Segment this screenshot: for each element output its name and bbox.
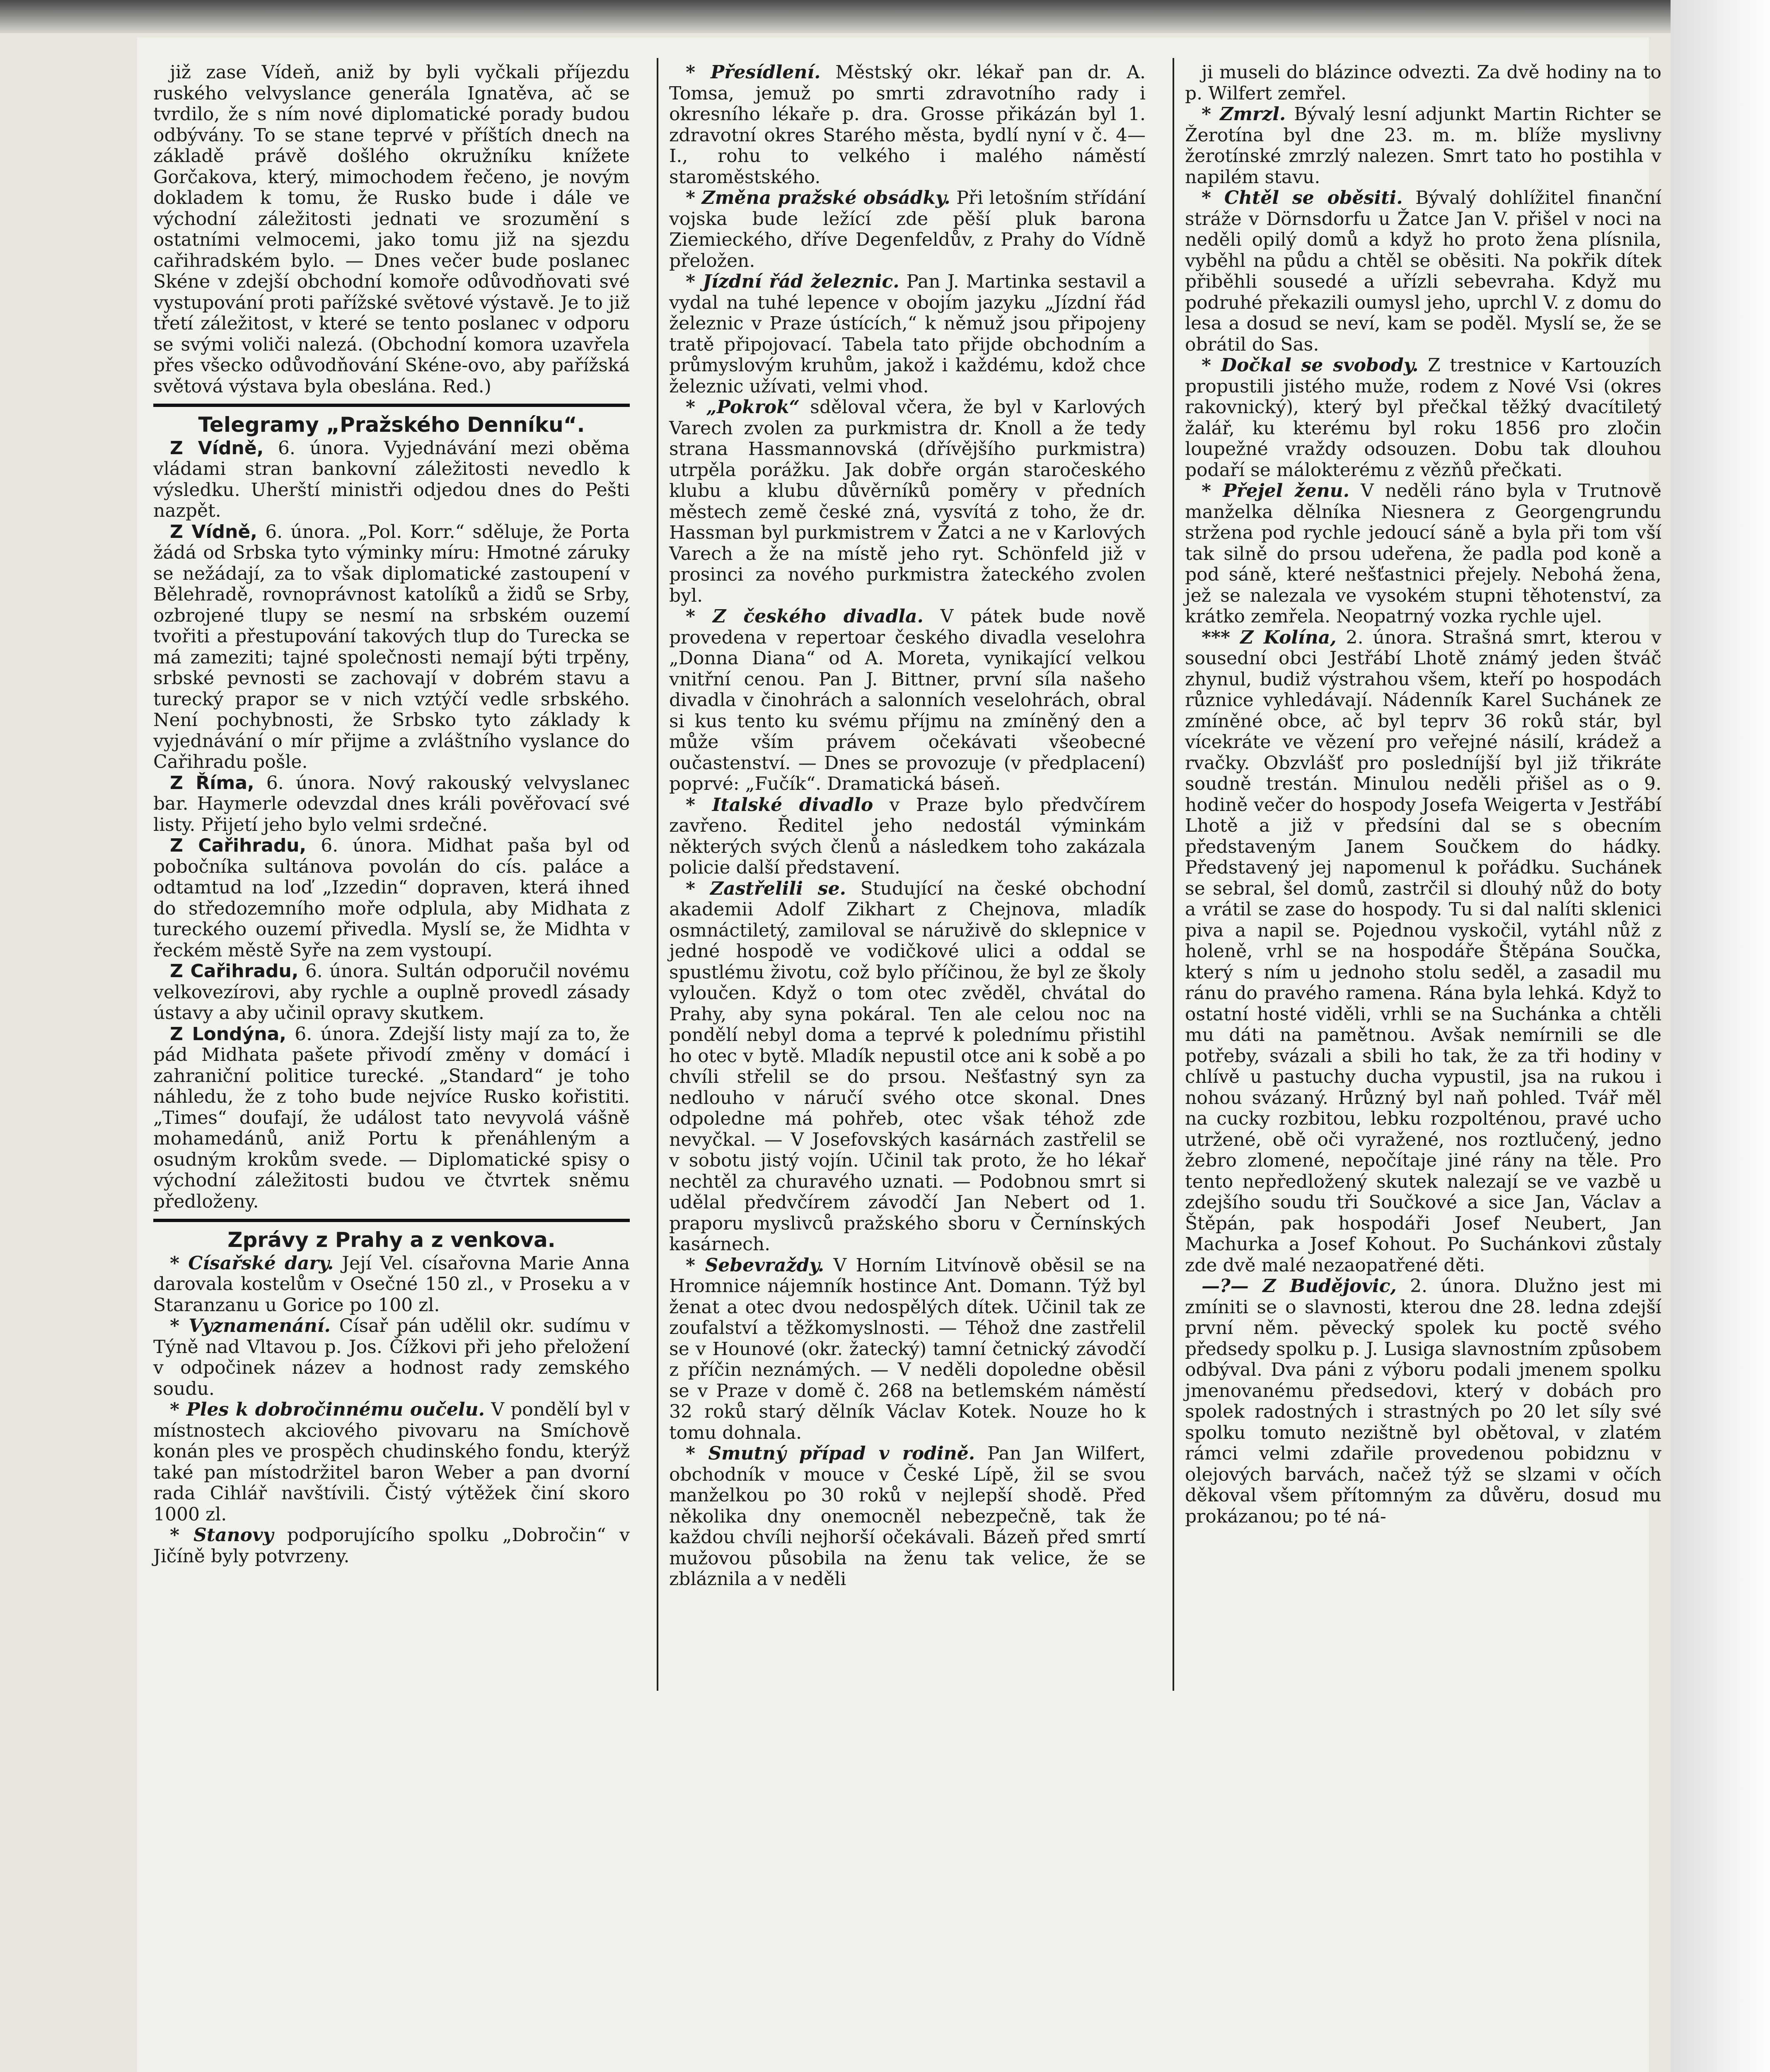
news-keyword: * Stanovy xyxy=(170,1525,274,1546)
news-keyword: * „Pokrok“ xyxy=(686,397,800,418)
scan-right-edge xyxy=(1671,0,1770,2072)
news-text: V pondělí byl v místnostech akciového pivovaru na Smíchově konán ples ve prospěch chudinského fondu, kterýž také pan místodržitel baron Weber a pan dvorní rada Cihlář navštívili. Čistý výtěžek činí skoro 1000 zl. xyxy=(153,1399,630,1525)
telegram-text: 6. února. Sultán odporučil novému velkovezírovi, aby rychle a ouplně provedl zásady ústavy a aby učinil opravy skutkem. xyxy=(153,961,630,1024)
telegram xyxy=(153,835,630,961)
news-text: Bývalý dohlížitel finanční stráže v Dörnsdorfu u Žatce Jan V. přišel v noci na neděli opilý domů a když ho proto žena plísnila, vyběhl na půdu a chtěl se oběsiti. Na pokřik dítek přiběhli sousedé a uřízli sebevraha. Když mu podruhé překazili oumysl jeho, uprchl V. z domu do lesa a dosud se neví, kam se poděl. Myslí se, že se obrátil do Sas. xyxy=(1185,187,1661,355)
news-keyword: * Císařské dary. xyxy=(170,1252,334,1274)
news-keyword: * Chtěl se oběsiti. xyxy=(1202,187,1403,208)
section-heading: Telegramy „Pražského Denníku“. xyxy=(198,413,585,437)
news-keyword: * Smutný případ v rodině. xyxy=(686,1443,975,1464)
telegram-text: 6. února. Zdejší listy mají za to, že pád Midhata pašete přivodí změny v domácí i zahraniční politice turecké. „Standard“ je toho náhledu, že z toho bude nejvíce Rusko kořistiti. „Times“ doufají, že událost tato nevyvolá vášně mohamedánů, aniž Portu k přenáhleným a osudným krokům svede. — Diplomatické spisy o východní záležitosti budou ve čtvrtek sněmu předloženy. xyxy=(153,1023,630,1212)
scan-top-edge xyxy=(0,0,1770,33)
news-text: Její Vel. císařovna Marie Anna darovala kostelům v Osečné 150 zl., v Proseku a v Staranzanu u Gorice po 100 zl. xyxy=(153,1252,630,1316)
column-1 xyxy=(153,62,630,1567)
news-keyword: * Vyznamenání. xyxy=(170,1315,331,1336)
news-item xyxy=(153,1316,630,1399)
telegram xyxy=(153,438,630,522)
column-divider xyxy=(1173,58,1174,1691)
news-text: v Praze bylo předvčírem zavřeno. Ředitel jeho nedostál výminkám některých svých členů a následkem toho zakázala policie další představení. xyxy=(669,794,1146,878)
section-rule xyxy=(153,404,630,407)
news-text: 2. února. Strašná smrt, kterou v sousední obci Jestřábí Lhotě známý jeden štváč zhynul, budiž výstrahou všem, kteří po hospodách různice vyhledávají. Nádenník Karel Suchánek ze zmíněné obce, ač byl teprv 36 roků stár, byl vícekráte ve vězení pro veřejné násilí, krádež a rvačky. Obzvlášť pro posledníjší byl již třikráte soudně trestán. Minulou neděli přišel as o 9. hodině večer do hospody Josefa Weigerta v Jestřábí Lhotě a již v předsíni dal se s obecním představeným Janem Součkem do hádky. Představený jej napomenul k pořádku. Suchánek se sebral, šel domů, zastrčil si dlouhý nůž do boty a vrátil se zase do hospody. Tu si dal nalíti sklenici piva a napil se. Pojednou vyskočil, vytáhl nůž z holeně, vrhl se na hospodáře Štěpána Součka, který s ním u jednoho stolu seděl, a zasadil mu ránu do pravého ramena. Rána byla lehká. Když to ostatní hosté viděli, vrhli se na Suchánka a chtěli mu dáti na pamětnou. Avšak nemírnili se dle potřeby, svázali a sbili ho tak, že za tři hodiny v chlívě u pastuchy ducha vypustil, jsa na rukou i nohou svázaný. Hrůzný byl naň pohled. Tvář měl na cucky rozbitou, lebku rozpolténou, pravé ucho utržené, obě oči vyražené, nos roztlučený, jedno žebro zlomené, nepočítaje jiné rány na těle. Pro tento nepředložený skutek nalezají se ve vazbě u zdejšího soudu tři Součkové a sice Jan, Václav a Štěpán, pak hospodáři Josef Neubert, Jan Machurka a Josef Kohout. Po Suchánkovi zůstaly zde dvě malé nezaopatřené děti. xyxy=(1185,627,1661,1276)
news-text: Císař pán udělil okr. sudímu v Týně nad Vltavou p. Jos. Čížkovi při jeho přeložení v odpočinek název a hodnost rady zemského soudu. xyxy=(153,1315,630,1399)
telegram-dateline: Z Cařihradu, xyxy=(170,961,299,982)
news-item xyxy=(669,1443,1146,1590)
telegram xyxy=(153,773,630,836)
telegram-dateline: Z Říma, xyxy=(170,772,254,794)
news-keyword: * Přesídlení. xyxy=(686,62,821,83)
news-text: podporujícího spolku „Dobročin“ v Jičíně byly potvrzeny. xyxy=(153,1525,630,1567)
news-item xyxy=(669,606,1146,795)
news-keyword: * Dočkal se svobody. xyxy=(1202,355,1419,376)
news-item xyxy=(1185,1276,1661,1527)
article-paragraph: ji museli do blázince odvezti. Za dvě hodiny na to p. Wilfert zemřel. xyxy=(1185,62,1661,104)
news-item xyxy=(153,1525,630,1567)
telegram-text: 6. února. Nový rakouský velvyslanec bar. Haymerle odevzdal dnes králi pověřovací své listy. Přijetí jeho bylo velmi srdečné. xyxy=(153,772,630,835)
news-keyword: * Zastřelili se. xyxy=(686,878,846,899)
news-item xyxy=(669,271,1146,397)
news-item xyxy=(1185,104,1661,188)
news-text: V pátek bude nově provedena v repertoar českého divadla veselohra „Donna Diana“ od A. Moreta, vynikající velkou vnitřní cenou. Pan J. Bittner, první síla našeho divadla v činohrách a salonních veselohrách, obral si kus tento ku svému příjmu na zmíněný den a může vším právem očekávati všeobecné oučastenství. — Dnes se provozuje (v předplacení) poprvé: „Fučík“. Dramatická báseň. xyxy=(669,606,1146,794)
news-keyword: * Italské divadlo xyxy=(686,794,873,816)
news-keyword: * Zmrzl. xyxy=(1202,104,1286,125)
news-keyword: —?— Z Budějovic, xyxy=(1202,1276,1397,1297)
news-item xyxy=(153,1399,630,1525)
news-keyword: * Ples k dobročinnému oučelu. xyxy=(170,1399,485,1420)
news-keyword: * Změna pražské obsádky. xyxy=(686,187,950,208)
news-item xyxy=(669,1255,1146,1444)
news-text: Z trestnice v Kartouzích propustili jistého muže, rodem z Nové Vsi (okres rakovnický), který byl přečkal těžký dvacítiletý žalář, ku kterému byl roku 1856 pro zločin loupežné vraždy odsouzen. Dobu tak dlouhou podaří se málokterému z vězňů přečkati. xyxy=(1185,355,1661,481)
news-text: V Horním Litvínově oběsil se na Hromnice nájemník hostince Ant. Domann. Týž byl ženat a otec dvou nedospělých dítek. Učinil tak ze zoufalství a těžkomyslnosti. — Téhož dne zastřelil se v Hounové (okr. žatecký) tamní četnický závodčí z příčin neznámých. — V neděli dopoledne oběsil se v Praze v domě č. 268 na betlemském náměstí 32 roků starý dělník Václav Kotek. Nouze ho k tomu dohnala. xyxy=(669,1254,1146,1443)
column-divider xyxy=(657,58,658,1691)
article-paragraph: již zase Vídeň, aniž by byli vyčkali příjezdu ruského velvyslance generála Ignatěva, ač se tvrdilo, že s ním nové diplomatické porady budou odbývány. To se stane teprvé v příštích dnech na základě právě došlého okružníku knížete Gorčakova, který, mimochodem řečeno, je novým dokladem k tomu, že Rusko bude i dále ve východní záležitosti jednati ve srozumění s ostatními velmocemi, jako tomu již na sjezdu cařihradském bylo. — Dnes večer bude poslanec Skéne v zdejší obchodní komoře odůvodňovati své vystupování proti pařížské světové výstavě. Je to již třetí záležitost, v které se tento poslanec v odporu se svými voliči nalezá. (Obchodní komora uzavřela přes všecko odůvodňování Skéne-ovo, aby pařížská světová výstava byla obeslána. Red.) xyxy=(153,62,630,397)
news-item xyxy=(1185,355,1661,481)
news-keyword: * Jízdní řád železnic. xyxy=(686,271,900,292)
telegram xyxy=(153,961,630,1024)
telegram-text: 6. února. Vyjednávání mezi oběma vládami stran bankovní záležitosti nevedlo k výsledku. Uherští ministři odjedou dnes do Pešti nazpět. xyxy=(153,437,630,521)
news-item xyxy=(1185,627,1661,1276)
telegram-dateline: Z Cařihradu, xyxy=(170,835,307,856)
column-3 xyxy=(1185,62,1661,1527)
telegram-dateline: Z Vídně, xyxy=(170,521,257,542)
news-text: Pan Jan Wilfert, obchodník v mouce v České Lípě, žil se svou manželkou po 30 roků v nejlepší shodě. Před několika dny onemocněl nebezpečně, tak že každou chvíli nejhorší očekávali. Bázeň před smrtí mužovou působila na ženu tak velice, že se zbláznila a v neděli xyxy=(669,1443,1146,1590)
news-keyword: * Přejel ženu. xyxy=(1202,480,1349,501)
section-rule xyxy=(153,1219,630,1222)
news-text: Městský okr. lékař pan dr. A. Tomsa, jemuž po smrti zdravotního rady i okresního lékaře p. dra. Grosse přikázán byl 1. zdravotní okres Starého města, bydlí nyní v č. 4—I., rohu to velkého i malého náměstí staroměstského. xyxy=(669,62,1146,188)
news-item xyxy=(1185,481,1661,627)
news-text: Studující na české obchodní akademii Adolf Zikhart z Chejnova, mladík osmnáctiletý, zamiloval se náruživě do sklepnice v jedné hospodě ve vodičkové ulici a oddal se spustlému životu, což bylo příčinou, že byl ze školy vyloučen. Když o tom otec zvěděl, chvátal do Prahy, aby syna pokáral. Ten ale celou noc na pondělí nebyl doma a teprvé k polednímu přistihl ho otec v bytě. Mladík nepustil otce ani k sobě a po chvíli střelil se do prsou. Nešťastný syn za nedlouho v náručí svého otce skonal. Dnes odpoledne má pohřeb, otec však téhož zde nevyčkal. — V Josefovských kasárnách zastřelil se v sobotu jistý vojín. Učinil tak proto, že ho lékař nechtěl za churavého uznati. — Podobnou smrt si udělal předvčírem závodčí Jan Nebert od 1. praporu myslivců pražského sboru v Černínských kasárnech. xyxy=(669,878,1146,1255)
news-keyword: * Sebevraždy. xyxy=(686,1254,825,1276)
column-2 xyxy=(669,62,1146,1590)
news-text: Bývalý lesní adjunkt Martin Richter se Žerotína byl dne 23. m. m. blíže myslivny žerotínské zmrzlý nalezen. Smrt tato ho postihla v napilém stavu. xyxy=(1185,104,1661,188)
telegram-dateline: Z Londýna, xyxy=(170,1023,286,1045)
telegram xyxy=(153,522,630,773)
news-item xyxy=(153,1253,630,1316)
news-item xyxy=(1185,188,1661,355)
news-text: sděloval včera, že byl v Karlových Varech zvolen za purkmistra dr. Knoll a že tedy strana Hassmannovská (dřívějšího purkmistra) utrpěla porážku. Jak dobře orgán staročeského klubu a klubu důvěrníků poměry v předních městech země české zná, vysvítá z toho, že dr. Hassman byl purkmistrem v Žatci a ne v Karlových Varech a že na místě jeho ryt. Schönfeld již v prosinci za nového purkmistra žateckého zvolen byl. xyxy=(669,397,1146,606)
news-text: 2. února. Dlužno jest mi zmíniti se o slavnosti, kterou dne 28. ledna zdejší první něm. pěvecký spolek ku poctě svého předsedy spolku p. J. Lusiga slavnostním způsobem odbýval. Dva páni z výboru podali jmenem spolku jmenovanému předsedovi, který v dobách pro spolek radostných i strastných po 20 let síly své spolku tomuto nezištně byl obětoval, v zlatém rámci velmi zdařile provedenou pobidznu v olejových barvách, načež týž se slzami v očích děkoval všem přítomným za důvěru, dosud mu prokázanou; po té ná- xyxy=(1185,1276,1661,1527)
telegram xyxy=(153,1024,630,1213)
telegram-text: 6. února. Midhat paša byl od pobočníka sultánova povolán do cís. paláce a odtamtud na loď „Izzedin“ dopraven, která ihned do středozemního moře odplula, aby Midhata z tureckého ouzemí přivedla. Myslí se, že Midhta v řeckém městě Syře na zem vystoupí. xyxy=(153,835,630,961)
news-text: Při letošním střídání vojska bude ležící zde pěší pluk barona Ziemieckého, dříve Degenfeldův, z Prahy do Vídně přeložen. xyxy=(669,187,1146,271)
news-text: V neděli ráno byla v Trutnově manželka dělníka Niesnera z Georgengrundu stržena pod rychle jedoucí sáně a byla při tom vší tak silně do prsou udeřena, že padla pod koně a pod sáně, které nešťastnici přejely. Nebohá žena, jež se nalezala ve vysokém stupni těhotenství, za krátko zemřela. Neopatrný vozka rychle ujel. xyxy=(1185,480,1661,627)
news-keyword: *** Z Kolína, xyxy=(1202,627,1337,648)
news-item xyxy=(669,188,1146,271)
news-item xyxy=(669,397,1146,606)
news-text: Pan J. Martinka sestavil a vydal na tuhé lepence v obojím jazyku „Jízdní řád železnic v Praze ústících,“ k němuž jsou připojeny tratě připojovací. Tabela tato přijde obchodním a průmyslovým kruhům, jakož i každému, kdož chce železnic užívati, velmi vhod. xyxy=(669,271,1146,397)
news-item xyxy=(669,62,1146,188)
telegram-text: 6. února. „Pol. Korr.“ sděluje, že Porta žádá od Srbska tyto výminky míru: Hmotné záruky se nežádají, za to však diplomatické zastoupení v Bělehradě, rovnoprávnost katolíků a židů se Srby, ozbrojené tlupy se nesmí na srbském ouzemí tvořiti a přestupování takových tlup do Turecka se má zameziti; tajné společnosti nemají býti trpěny, srbské pevnosti se zachovají v dobrém stavu a turecký prapor se v nich vztýčí vedle srbského. Není pochybnosti, že Srbsko tyto základy k vyjednávání o mír přijme a zvláštního vyslance do Cařihradu pošle. xyxy=(153,521,630,772)
section-heading: Zprávy z Prahy a z venkova. xyxy=(227,1228,556,1252)
news-keyword: * Z českého divadla. xyxy=(686,606,924,627)
news-item xyxy=(669,879,1146,1255)
telegram-dateline: Z Vídně, xyxy=(170,437,264,459)
news-item xyxy=(669,795,1146,879)
